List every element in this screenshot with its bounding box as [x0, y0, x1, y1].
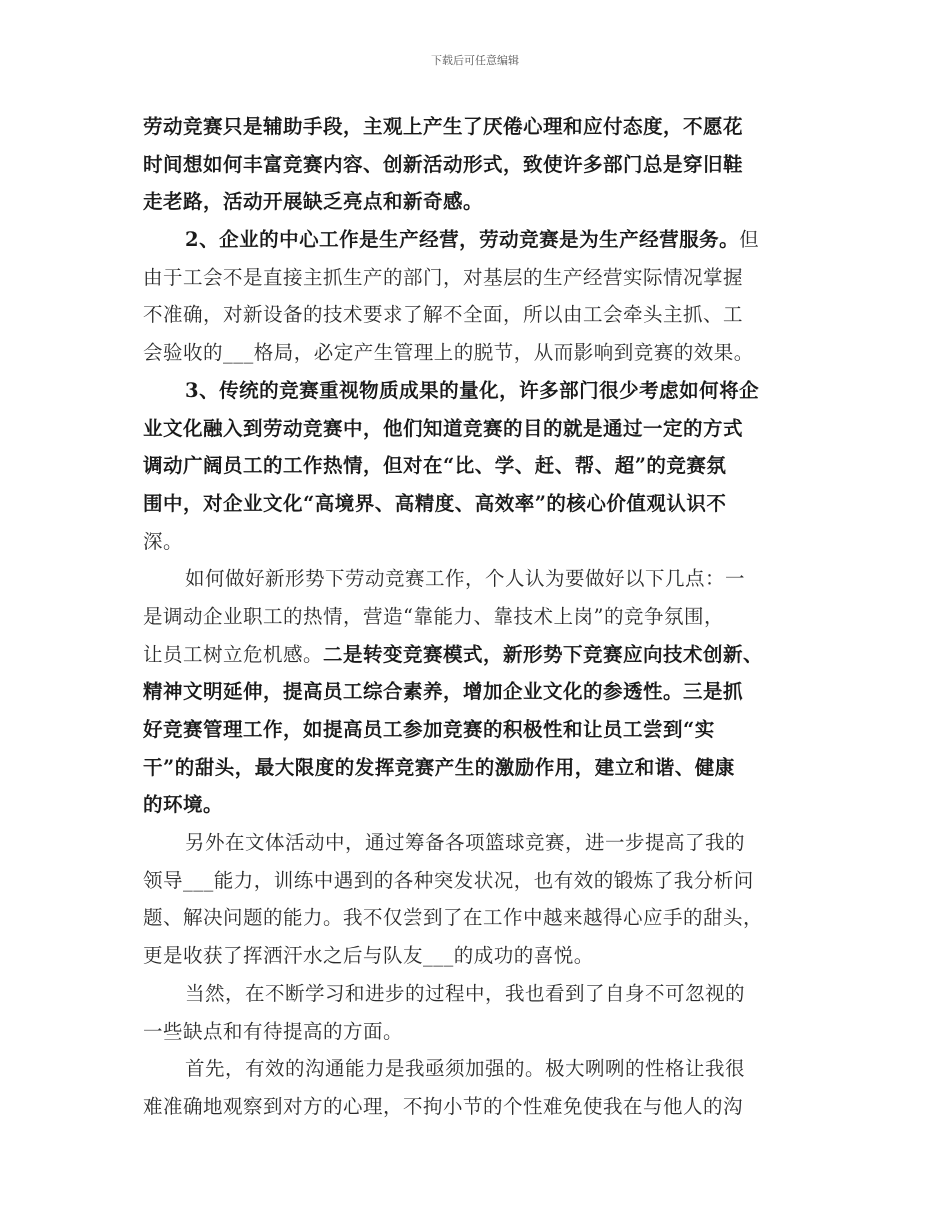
text-line: [143, 560, 823, 598]
text-line: [143, 334, 823, 372]
document-body: [143, 108, 823, 1126]
text-segment: 不准确，对新设备的技术要求了解不全面，所以由工会牵头主抓、工: [143, 303, 744, 327]
text-segment: 时间想如何丰富竞赛内容、创新活动形式，致使许多部门总是穿旧鞋: [143, 152, 744, 176]
text-segment: 一些缺点和有待提高的方面。: [143, 1019, 404, 1043]
text-segment: 的环境。: [143, 793, 224, 817]
text-segment: 领导___能力，训练中遇到的各种突发状况，也有效的锻炼了我分析问: [143, 868, 754, 892]
text-line: [143, 1050, 823, 1088]
text-line: [143, 786, 823, 824]
text-segment: 当然，在不断学习和进步的过程中，我也看到了自身不可忽视的: [185, 981, 746, 1005]
text-segment: 调动广阔员工的工作热情，但对在“比、学、赶、帮、超”的竞赛氛: [143, 454, 727, 478]
text-segment: 好竞赛管理工作，如提高员工参加竞赛的积极性和让员工尝到“实: [143, 718, 715, 741]
text-line: [143, 636, 823, 674]
text-line: [143, 447, 823, 485]
text-segment: 是调动企业职工的热情，营造“靠能力、靠技术上岗”的竞争氛围，: [143, 604, 724, 628]
text-line: [143, 296, 823, 334]
text-line: [143, 598, 823, 636]
text-line: [143, 183, 823, 221]
text-segment: 围中，对企业文化“高境界、高精度、高效率”的核心价值观认识不: [143, 491, 727, 515]
text-segment: 题、解决问题的能力。我不仅尝到了在工作中越来越得心应手的甜头，: [143, 906, 764, 930]
text-segment: 2、企业的中心工作是生产经营，劳动竞赛是为生产经营服务。: [185, 228, 740, 252]
text-line: [143, 372, 823, 410]
text-segment: 如何做好新形势下劳动竞赛工作，个人认为要做好以下几点：一: [185, 567, 746, 591]
text-line: [143, 108, 823, 146]
text-line: [143, 410, 823, 448]
text-line: [143, 975, 823, 1013]
text-line: [143, 862, 823, 900]
text-segment: 让员工树立危机感。: [143, 642, 324, 666]
page-header-note: 下载后可任意编辑: [431, 54, 519, 67]
text-line: [143, 824, 823, 862]
text-segment: 精神文明延伸，提高员工综合素养，增加企业文化的参透性。三是抓: [143, 680, 744, 704]
text-line: [143, 1088, 823, 1126]
text-line: [143, 221, 823, 259]
text-line: [143, 146, 823, 184]
text-line: [143, 899, 823, 937]
text-segment: 由于工会不是直接主抓生产的部门，对基层的生产经营实际情况掌握: [143, 265, 744, 289]
text-line: [143, 523, 823, 561]
text-segment: 更是收获了挥洒汗水之后与队友___的成功的喜悦。: [143, 944, 594, 968]
text-line: [143, 1013, 823, 1051]
text-line: [143, 749, 823, 787]
text-line: [143, 937, 823, 975]
text-segment: 首先，有效的沟通能力是我亟须加强的。极大咧咧的性格让我很: [185, 1057, 746, 1081]
text-segment: 难准确地观察到对方的心理，不拘小节的个性难免使我在与他人的沟: [143, 1094, 744, 1118]
text-segment: 二是转变竞赛模式，新形势下竞赛应向技术创新、: [323, 642, 764, 666]
text-line: [143, 711, 823, 749]
text-segment: 业文化融入到劳动竞赛中，他们知道竞赛的目的就是通过一定的方式: [143, 416, 744, 440]
text-segment: 另外在文体活动中，通过筹备各项篮球竞赛，进一步提高了我的: [185, 831, 746, 855]
text-segment: 但: [739, 228, 760, 252]
text-line: [143, 673, 823, 711]
text-segment: 深。: [143, 529, 184, 553]
text-segment: 会验收的___格局，必定产生管理上的脱节，从而影响到竞赛的效果。: [143, 341, 754, 365]
text-line: [143, 485, 823, 523]
text-segment: 3、传统的竞赛重视物质成果的量化，许多部门很少考虑如何将企: [185, 378, 760, 402]
text-segment: 走老路，活动开展缺乏亮点和新奇感。: [143, 190, 484, 214]
text-line: [143, 259, 823, 297]
text-segment: 劳动竞赛只是辅助手段，主观上产生了厌倦心理和应付态度，不愿花: [143, 115, 744, 138]
text-segment: 干”的甜头，最大限度的发挥竞赛产生的激励作用，建立和谐、健康: [143, 755, 735, 779]
